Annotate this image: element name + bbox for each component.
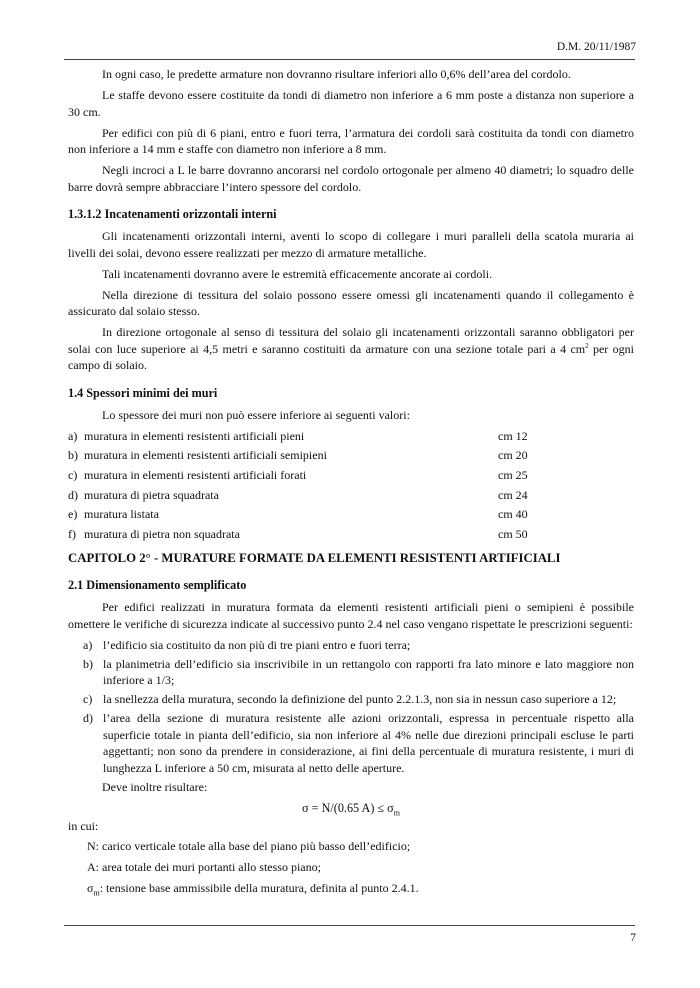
- item-value: cm 12: [498, 428, 528, 443]
- item-letter: c): [68, 467, 78, 482]
- paragraph-text: In direzione ortogonale al senso di tessitura del solaio gli incatenamenti orizzontali saranno obbligatori per solai con luce superiore ai 4,5 metri e saranno costituiti da armature con una sezione totale pari a 4 cm: [68, 325, 634, 356]
- paragraph-text: per ogni campo di solaio.: [68, 341, 634, 372]
- paragraph: Per edifici realizzati in muratura formata da elementi resistenti artificiali pieni o semipieni è possibile omettere le verifiche di sicurezza indicate al successivo punto 2.4 nel caso vengano rispettate le prescrizioni seguenti:: [68, 600, 634, 631]
- section-heading: 2.1 Dimensionamento semplificato: [68, 578, 247, 593]
- item-value: cm 40: [498, 507, 528, 522]
- item-text: muratura di pietra squadrata: [84, 487, 219, 502]
- sigma-symbol: σ: [87, 881, 94, 896]
- list-item: [68, 526, 634, 543]
- paragraph: in cui:: [68, 818, 99, 833]
- item-text: muratura di pietra non squadrata: [84, 526, 240, 541]
- list-item: [68, 428, 634, 445]
- item-text: muratura in elementi resistenti artificiali semipieni: [84, 448, 327, 463]
- item-text: la snellezza della muratura, secondo la definizione del punto 2.2.1.3, non sia in nessun caso superiore a 12;: [103, 692, 617, 707]
- item-letter: c): [83, 692, 93, 707]
- formula: [68, 800, 634, 817]
- list-item: [68, 506, 634, 523]
- item-letter: f): [68, 526, 76, 541]
- paragraph: [68, 324, 634, 374]
- item-text: muratura listata: [84, 507, 159, 522]
- item-value: cm 50: [498, 526, 528, 541]
- formula-subscript: m: [393, 808, 400, 818]
- definition-sigma: [87, 880, 634, 897]
- section-heading: 1.3.1.2 Incatenamenti orizzontali interni: [68, 207, 277, 221]
- paragraph: Deve inoltre risultare:: [102, 779, 208, 794]
- list-item: [68, 487, 634, 504]
- item-letter: e): [68, 507, 78, 522]
- item-text: la planimetria dell’edificio sia inscrivibile in un rettangolo con rapporti fra lato minore e lato maggiore non inferiore a 1/3;: [103, 656, 634, 688]
- thickness-list: [68, 428, 634, 543]
- item-text: l’edificio sia costituito da non più di tre piani entro e fuori terra;: [103, 637, 411, 652]
- list-item: [68, 447, 634, 464]
- list-item: [68, 467, 634, 484]
- footer-rule: [64, 925, 635, 926]
- item-letter: b): [83, 656, 93, 671]
- superscript: 2: [585, 341, 589, 350]
- header-rule: [64, 59, 635, 60]
- item-value: cm 20: [498, 448, 528, 463]
- definition-text: : tensione base ammissibile della muratura, definita al punto 2.4.1.: [99, 881, 419, 896]
- paragraph: Negli incroci a L le barre dovranno ancorarsi nel cordolo ortogonale per almeno 40 diametri; lo squadro delle barre dovrà sempre abbracciare l’intero spessore del cordolo.: [68, 163, 634, 194]
- paragraph: Nella direzione di tessitura del solaio possono essere omessi gli incatenamenti quando il collegamento è assicurato dal solaio stesso.: [68, 287, 634, 318]
- page-number: 7: [630, 932, 636, 944]
- sigma-subscript: m: [93, 888, 100, 898]
- item-letter: b): [68, 448, 78, 463]
- paragraph: In ogni caso, le predette armature non dovranno risultare inferiori allo 0,6% dell’area del cordolo.: [102, 67, 571, 81]
- section-heading: 1.4 Spessori minimi dei muri: [68, 385, 218, 400]
- paragraph: Le staffe devono essere costituite da tondi di diametro non inferiore a 6 mm poste a distanza non superiore a 30 cm.: [68, 88, 634, 119]
- definition-n: N: carico verticale totale alla base del piano più basso dell’edificio;: [87, 839, 411, 854]
- item-value: cm 24: [498, 487, 528, 502]
- prescription-list: [68, 637, 634, 777]
- chapter-heading: CAPITOLO 2° - MURATURE FORMATE DA ELEMENTI RESISTENTI ARTIFICIALI: [68, 551, 561, 566]
- running-header: D.M. 20/11/1987: [556, 41, 636, 53]
- definition-a: A: area totale dei muri portanti allo stesso piano;: [87, 860, 321, 875]
- page-body: [68, 66, 634, 901]
- paragraph: Gli incatenamenti orizzontali interni, aventi lo scopo di collegare i muri paralleli della scatola muraria ai livelli dei solai, devono essere realizzati per mezzo di armature metalliche.: [68, 229, 634, 260]
- definitions: [68, 838, 634, 897]
- item-letter: d): [83, 711, 93, 726]
- item-text: muratura in elementi resistenti artificiali pieni: [84, 428, 305, 443]
- item-value: cm 25: [498, 467, 528, 482]
- formula-text: σ = N/(0.65 A) ≤ σ: [302, 800, 394, 815]
- item-text: l’area della sezione di muratura resistente alle azioni orizzontali, espressa in percentuale rispetto alla superficie totale in pianta dell’edificio, sia non inferiore al 4% nelle due direzioni principali escluse le parti aggettanti; non sono da prendere in considerazione, ai fini della percentuale di muratura resistente, i muri di lunghezza L inferiore a 50 cm, misurata al netto delle aperture.: [103, 711, 634, 775]
- item-text: muratura in elementi resistenti artificiali forati: [84, 467, 307, 482]
- list-item: [68, 710, 634, 776]
- item-letter: a): [68, 428, 78, 443]
- list-item: [68, 656, 634, 689]
- paragraph: Per edifici con più di 6 piani, entro e fuori terra, l’armatura dei cordoli sarà costituita da tondi con diametro non inferiore a 14 mm e staffe con diametro non inferiore a 8 mm.: [68, 125, 634, 156]
- list-item: [68, 691, 634, 708]
- paragraph: Lo spessore dei muri non può essere inferiore ai seguenti valori:: [102, 407, 410, 422]
- paragraph: Tali incatenamenti dovranno avere le estremità efficacemente ancorate ai cordoli.: [102, 266, 493, 281]
- item-letter: a): [83, 637, 93, 652]
- item-letter: d): [68, 487, 78, 502]
- list-item: [68, 637, 634, 654]
